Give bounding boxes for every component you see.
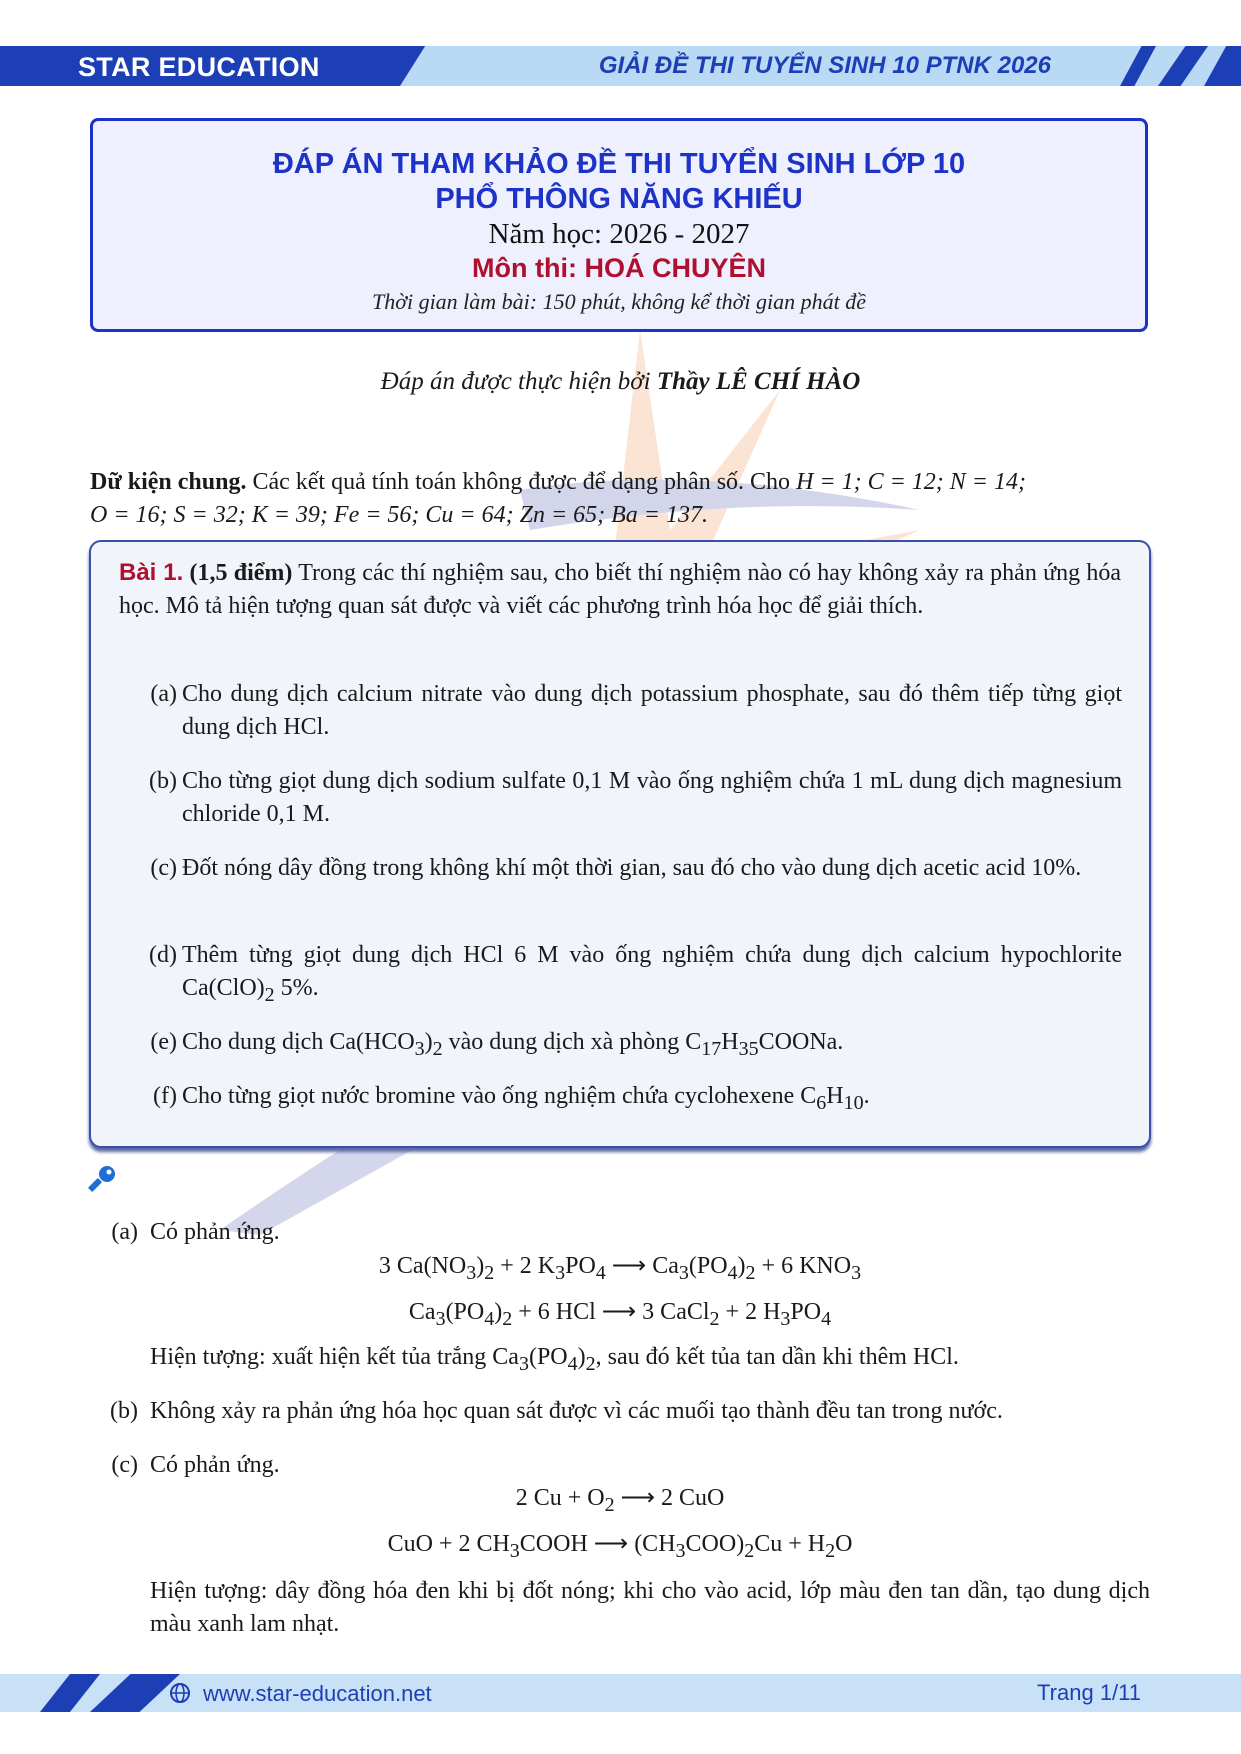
item-label: (c) <box>150 855 177 881</box>
author-name: Thầy LÊ CHÍ HÀO <box>656 368 861 395</box>
header-title: GIẢI ĐỀ THI TUYỂN SINH 10 PTNK 2026 <box>598 52 1051 79</box>
website-link[interactable]: www.star-education.net <box>203 1681 432 1706</box>
item-label: (b) <box>149 768 177 794</box>
problem-points: (1,5 điểm) <box>189 560 293 586</box>
key-icon <box>88 1164 118 1194</box>
solution-text: Có phản ứng. <box>150 1219 280 1245</box>
item-text: Cho từng giọt dung dịch sodium sulfate 0,1 M vào ống nghiệm chứa 1 mL dung dịch magnesium chloride 0,1 M. <box>182 768 1122 827</box>
item-text: Thêm từng giọt dung dịch HCl 6 M vào ống nghiệm chứa dung dịch calcium hypochlorite $Ca(ClO)_2$ 5%. <box>182 942 1122 1006</box>
atomic-masses-2: O = 16; S = 32; K = 39; Fe = 56; Cu = 64; Zn = 65; Ba = 137. <box>90 502 708 528</box>
page-footer <box>0 1674 1241 1712</box>
exam-time: Thời gian làm bài: 150 phút, không kể thời gian phát đề <box>371 289 866 314</box>
common-data-text: Các kết quả tính toán không được để dạng phân số. Cho <box>252 469 791 495</box>
equation: $Ca_3(PO_4)_2 + 6$ HCl ⟶ 3 CaCl$_2$ + 2 $H_3PO_4$ <box>408 1299 832 1330</box>
item-label: (e) <box>150 1029 177 1055</box>
solution-text: Không xảy ra phản ứng hóa học quan sát được vì các muối tạo thành đều tan trong nước. <box>150 1398 1003 1424</box>
document-subtitle: PHỔ THÔNG NĂNG KHIẾU <box>435 183 803 215</box>
solution-text: Có phản ứng. <box>150 1452 280 1478</box>
footer-stripe <box>40 1674 100 1712</box>
item-text: Cho dung dịch calcium nitrate vào dung dịch potassium phosphate, sau đó thêm tiếp từng giọt dung dịch HCl. <box>182 681 1122 740</box>
solution-label: (a) <box>111 1219 138 1245</box>
author-line <box>0 368 1241 396</box>
document-title: ĐÁP ÁN THAM KHẢO ĐỀ THI TUYỂN SINH LỚP 10 <box>272 148 966 180</box>
atomic-masses-1: H = 1; C = 12; N = 14; <box>796 469 1026 495</box>
school-year: Năm học: 2026 - 2027 <box>488 218 750 250</box>
observation-text: Hiện tượng: xuất hiện kết tủa trắng $Ca_3(PO_4)_2$, sau đó kết tủa tan dần khi thêm HCl. <box>150 1344 959 1375</box>
solution-label: (b) <box>110 1398 138 1424</box>
item-text: Cho từng giọt nước bromine vào ống nghiệm chứa cyclohexene $C_6H_{10}$. <box>182 1083 870 1114</box>
problem-intro <box>119 556 1121 623</box>
title-box <box>90 118 1148 332</box>
brand-name: STAR EDUCATION <box>78 52 320 82</box>
problem-box <box>89 540 1151 1148</box>
item-text: Đốt nóng dây đồng trong không khí một thời gian, sau đó cho vào dung dịch acetic acid 10%. <box>182 855 1082 881</box>
author-prefix: Đáp án được thực hiện bởi <box>380 368 651 395</box>
item-label: (a) <box>150 681 177 707</box>
globe-icon <box>170 1683 190 1703</box>
equation: 2 $Cu + O_2$ ⟶ 2 CuO <box>515 1485 725 1516</box>
subject: Môn thi: HOÁ CHUYÊN <box>472 253 766 283</box>
page-header <box>0 46 1241 86</box>
equation: 3 $Ca(NO_3)_2 + 2$ $K_3PO_4$ ⟶ $Ca_3(PO_4)_2 + 6$ $KNO_3$ <box>378 1253 862 1284</box>
item-label: (f) <box>153 1083 177 1109</box>
problem-label: Bài 1. <box>119 559 184 586</box>
equation: CuO + 2 $CH_3COOH$ ⟶ $(CH_3COO)_2Cu + H_2O$ <box>387 1531 853 1562</box>
footer-stripe <box>90 1674 180 1712</box>
item-text: Cho dung dịch $Ca(HCO_3)_2$ vào dung dịch xà phòng $C_{17}H_{35}COONa$. <box>182 1029 844 1060</box>
common-data-label: Dữ kiện chung. <box>90 469 247 495</box>
observation-text: Hiện tượng: dây đồng hóa đen khi bị đốt nóng; khi cho vào acid, lớp màu đen tan dần, tạo dung dịch màu xanh lam nhạt. <box>150 1578 1150 1637</box>
problem-text: Trong các thí nghiệm sau, cho biết thí nghiệm nào có hay không xảy ra phản ứng hóa học. Mô tả hiện tượng quan sát được và viết các phương trình hóa học để giải thích. <box>119 560 1121 619</box>
page-number: Trang 1/11 <box>1037 1680 1141 1705</box>
item-label: (d) <box>149 942 177 968</box>
solution-label: (c) <box>111 1452 138 1478</box>
common-data <box>90 466 1150 532</box>
